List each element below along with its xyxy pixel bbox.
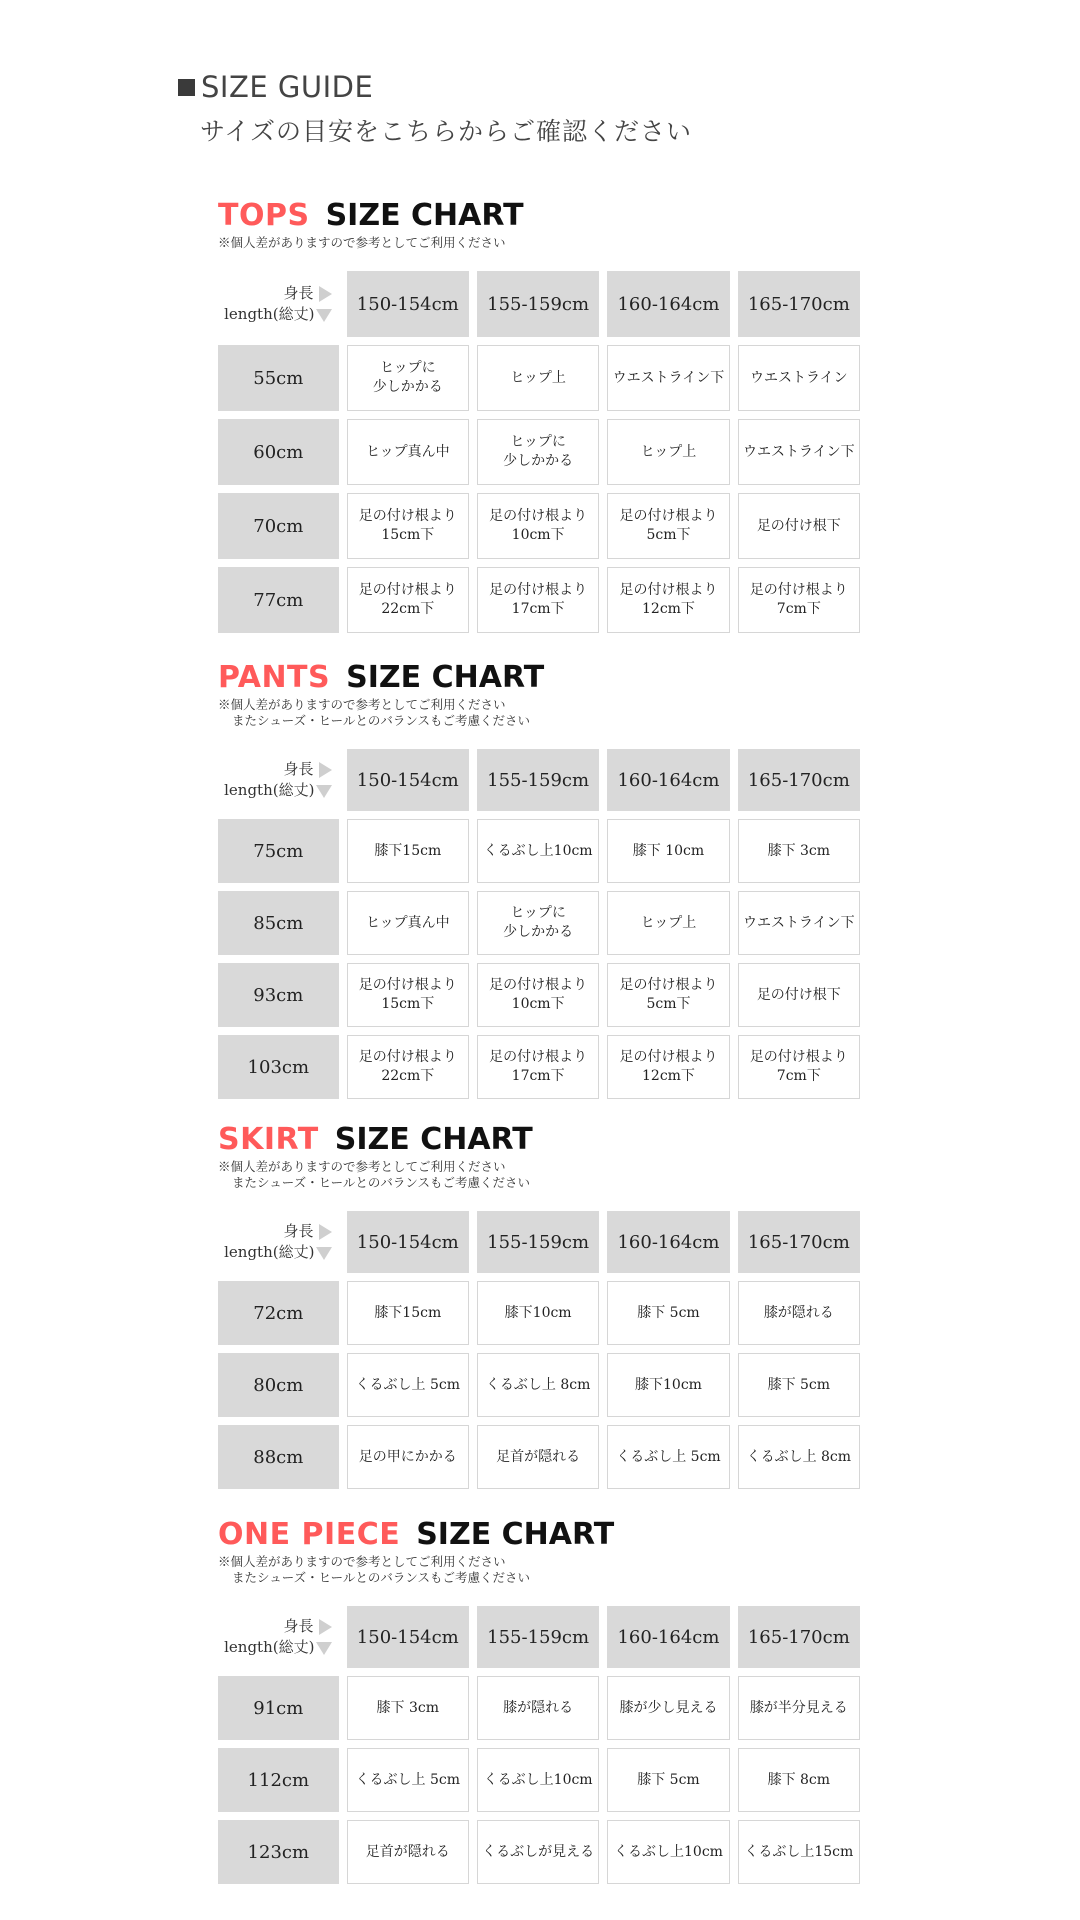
fit-cell: 足の付け根より 7cm下 <box>738 1035 860 1099</box>
length-row-header: 60cm <box>218 419 339 485</box>
category-title: PANTS <box>218 660 331 695</box>
length-row-header: 93cm <box>218 963 339 1027</box>
size-chart-title: SIZE CHART <box>346 660 545 695</box>
fit-cell: 足の付け根より 10cm下 <box>477 963 599 1027</box>
arrow-down-icon <box>316 1247 332 1260</box>
section-notes <box>218 697 868 729</box>
size-table <box>210 1203 868 1497</box>
length-row-header: 80cm <box>218 1353 339 1417</box>
arrow-right-icon <box>319 286 332 302</box>
table-row <box>218 419 860 485</box>
table-row <box>218 1035 860 1099</box>
length-label: length(総丈) <box>224 1243 315 1261</box>
size-guide-header <box>178 70 692 148</box>
category-title: TOPS <box>218 198 310 233</box>
size-table <box>210 263 868 641</box>
fit-cell: 膝下15cm <box>347 819 469 883</box>
height-range-header: 160-164cm <box>607 1606 729 1668</box>
fit-cell: 膝下 5cm <box>607 1281 729 1345</box>
fit-cell: 膝が隠れる <box>477 1676 599 1740</box>
length-row-header: 88cm <box>218 1425 339 1489</box>
fit-cell: ウエストライン <box>738 345 860 411</box>
height-range-header: 155-159cm <box>477 1606 599 1668</box>
height-range-header: 155-159cm <box>477 1211 599 1273</box>
section-notes <box>218 1159 868 1191</box>
size-guide-subtitle: サイズの目安をこちらからご確認ください <box>200 117 693 146</box>
fit-cell: くるぶし上15cm <box>738 1820 860 1884</box>
fit-cell: ヒップ上 <box>607 891 729 955</box>
corner-cell <box>218 1606 339 1668</box>
header-row <box>218 749 860 811</box>
height-range-header: 155-159cm <box>477 749 599 811</box>
note-line: ※個人差がありますので参考としてご利用ください <box>218 697 506 712</box>
arrow-down-icon <box>316 1642 332 1655</box>
length-row-header: 123cm <box>218 1820 339 1884</box>
height-range-header: 150-154cm <box>347 1606 469 1668</box>
fit-cell: 膝下 10cm <box>607 819 729 883</box>
fit-cell: 膝下 3cm <box>347 1676 469 1740</box>
length-row-header: 77cm <box>218 567 339 633</box>
corner-cell <box>218 1211 339 1273</box>
table-row <box>218 819 860 883</box>
fit-cell: ウエストライン下 <box>738 891 860 955</box>
fit-cell: 足の付け根より 15cm下 <box>347 963 469 1027</box>
section-notes <box>218 235 868 251</box>
fit-cell: 足の付け根下 <box>738 493 860 559</box>
fit-cell: ヒップ真ん中 <box>347 419 469 485</box>
arrow-down-icon <box>316 309 332 322</box>
fit-cell: 足の付け根より 17cm下 <box>477 1035 599 1099</box>
section-notes <box>218 1554 868 1586</box>
fit-cell: くるぶし上10cm <box>607 1820 729 1884</box>
note-line: ※個人差がありますので参考としてご利用ください <box>218 235 506 250</box>
fit-cell: 足の付け根下 <box>738 963 860 1027</box>
fit-cell: ヒップ真ん中 <box>347 891 469 955</box>
size-chart-title: SIZE CHART <box>334 1122 533 1157</box>
height-range-header: 165-170cm <box>738 1211 860 1273</box>
fit-cell: 膝下 8cm <box>738 1748 860 1812</box>
fit-cell: くるぶし上 5cm <box>347 1748 469 1812</box>
fit-cell: 膝下10cm <box>607 1353 729 1417</box>
fit-cell: ヒップ上 <box>607 419 729 485</box>
section-heading <box>218 1122 868 1158</box>
fit-cell: 膝が半分見える <box>738 1676 860 1740</box>
height-label: 身長 <box>283 1617 314 1635</box>
header-row <box>218 271 860 337</box>
table-row <box>218 963 860 1027</box>
arrow-right-icon <box>319 1619 332 1635</box>
fit-cell: 足の付け根より 7cm下 <box>738 567 860 633</box>
height-range-header: 165-170cm <box>738 749 860 811</box>
fit-cell: 足の付け根より 22cm下 <box>347 567 469 633</box>
length-label: length(総丈) <box>224 1638 315 1656</box>
height-range-header: 160-164cm <box>607 271 729 337</box>
fit-cell: ヒップに 少しかかる <box>477 891 599 955</box>
fit-cell: 膝下15cm <box>347 1281 469 1345</box>
table-row <box>218 345 860 411</box>
fit-cell: 足の甲にかかる <box>347 1425 469 1489</box>
corner-cell <box>218 271 339 337</box>
length-row-header: 72cm <box>218 1281 339 1345</box>
note-line: ※個人差がありますので参考としてご利用ください <box>218 1159 506 1174</box>
fit-cell: くるぶし上 8cm <box>477 1353 599 1417</box>
section-heading <box>218 198 868 234</box>
arrow-right-icon <box>319 762 332 778</box>
square-bullet-icon <box>178 79 195 96</box>
fit-cell: 足の付け根より 10cm下 <box>477 493 599 559</box>
fit-cell: 足の付け根より 17cm下 <box>477 567 599 633</box>
table-row <box>218 1353 860 1417</box>
size-chart-title: SIZE CHART <box>325 198 524 233</box>
height-label: 身長 <box>283 284 314 302</box>
fit-cell: 足の付け根より 5cm下 <box>607 963 729 1027</box>
height-range-header: 150-154cm <box>347 1211 469 1273</box>
height-range-header: 150-154cm <box>347 749 469 811</box>
fit-cell: くるぶし上 5cm <box>347 1353 469 1417</box>
size-guide-title: SIZE GUIDE <box>201 70 374 104</box>
height-range-header: 165-170cm <box>738 1606 860 1668</box>
fit-cell: ウエストライン下 <box>607 345 729 411</box>
note-line: またシューズ・ヒールとのバランスもご考慮ください <box>232 1175 531 1190</box>
table-row <box>218 1820 860 1884</box>
fit-cell: 膝下10cm <box>477 1281 599 1345</box>
table-row <box>218 1748 860 1812</box>
arrow-down-icon <box>316 785 332 798</box>
table-row <box>218 567 860 633</box>
pants-size-chart <box>218 660 868 1107</box>
size-table <box>210 1598 868 1892</box>
fit-cell: 足の付け根より 12cm下 <box>607 567 729 633</box>
height-label: 身長 <box>283 1222 314 1240</box>
length-row-header: 75cm <box>218 819 339 883</box>
table-row <box>218 1281 860 1345</box>
fit-cell: 足の付け根より 12cm下 <box>607 1035 729 1099</box>
fit-cell: 膝が少し見える <box>607 1676 729 1740</box>
fit-cell: 膝下 3cm <box>738 819 860 883</box>
category-title: ONE PIECE <box>218 1517 401 1552</box>
fit-cell: 足首が隠れる <box>347 1820 469 1884</box>
height-range-header: 150-154cm <box>347 271 469 337</box>
fit-cell: 膝下 5cm <box>607 1748 729 1812</box>
fit-cell: くるぶし上10cm <box>477 1748 599 1812</box>
fit-cell: 足の付け根より 22cm下 <box>347 1035 469 1099</box>
length-row-header: 91cm <box>218 1676 339 1740</box>
note-line: またシューズ・ヒールとのバランスもご考慮ください <box>232 1570 531 1585</box>
note-line: ※個人差がありますので参考としてご利用ください <box>218 1554 506 1569</box>
fit-cell: くるぶし上 5cm <box>607 1425 729 1489</box>
arrow-right-icon <box>319 1224 332 1240</box>
height-range-header: 160-164cm <box>607 749 729 811</box>
height-range-header: 155-159cm <box>477 271 599 337</box>
fit-cell: 足首が隠れる <box>477 1425 599 1489</box>
table-row <box>218 1425 860 1489</box>
size-guide-title-row <box>178 70 692 104</box>
one-piece-size-chart <box>218 1517 868 1892</box>
table-row <box>218 493 860 559</box>
fit-cell: ヒップ上 <box>477 345 599 411</box>
table-row <box>218 1676 860 1740</box>
header-row <box>218 1606 860 1668</box>
fit-cell: 膝下 5cm <box>738 1353 860 1417</box>
fit-cell: くるぶし上10cm <box>477 819 599 883</box>
length-row-header: 85cm <box>218 891 339 955</box>
length-label: length(総丈) <box>224 305 315 323</box>
length-row-header: 112cm <box>218 1748 339 1812</box>
length-label: length(総丈) <box>224 781 315 799</box>
skirt-size-chart <box>218 1122 868 1497</box>
length-row-header: 70cm <box>218 493 339 559</box>
header-row <box>218 1211 860 1273</box>
fit-cell: 膝が隠れる <box>738 1281 860 1345</box>
fit-cell: 足の付け根より 5cm下 <box>607 493 729 559</box>
fit-cell: ヒップに 少しかかる <box>477 419 599 485</box>
fit-cell: くるぶし上 8cm <box>738 1425 860 1489</box>
fit-cell: 足の付け根より 15cm下 <box>347 493 469 559</box>
category-title: SKIRT <box>218 1122 319 1157</box>
fit-cell: くるぶしが見える <box>477 1820 599 1884</box>
length-row-header: 55cm <box>218 345 339 411</box>
section-heading <box>218 1517 868 1553</box>
tops-size-chart <box>218 198 868 641</box>
section-heading <box>218 660 868 696</box>
height-range-header: 160-164cm <box>607 1211 729 1273</box>
fit-cell: ヒップに 少しかかる <box>347 345 469 411</box>
size-chart-title: SIZE CHART <box>416 1517 615 1552</box>
length-row-header: 103cm <box>218 1035 339 1099</box>
fit-cell: ウエストライン下 <box>738 419 860 485</box>
table-row <box>218 891 860 955</box>
corner-cell <box>218 749 339 811</box>
note-line: またシューズ・ヒールとのバランスもご考慮ください <box>232 713 531 728</box>
height-label: 身長 <box>283 760 314 778</box>
height-range-header: 165-170cm <box>738 271 860 337</box>
size-table <box>210 741 868 1107</box>
